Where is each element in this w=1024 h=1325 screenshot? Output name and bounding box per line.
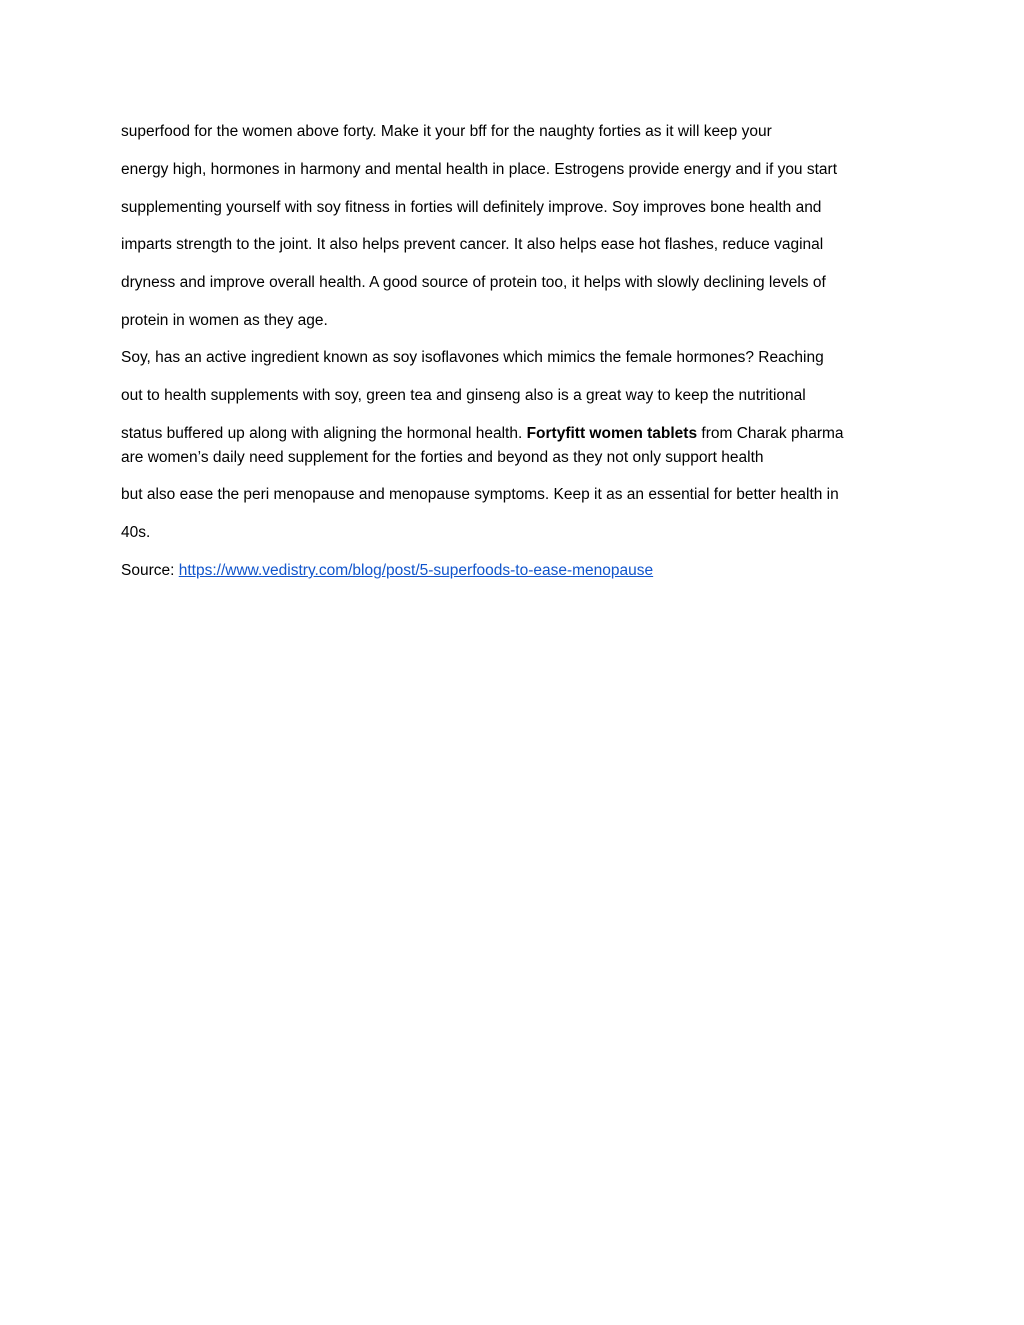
body-text-line-6: protein in women as they age. <box>121 312 328 329</box>
body-text-line-8: out to health supplements with soy, green tea and ginseng also is a great way to keep the nutritional <box>121 387 806 404</box>
body-text-line-9 <box>121 424 844 444</box>
body-text-segment: from Charak pharma <box>697 425 844 442</box>
body-text-line-5: dryness and improve overall health. A good source of protein too, it helps with slowly declining levels of <box>121 274 826 291</box>
body-text-line-4: imparts strength to the joint. It also helps prevent cancer. It also helps ease hot flashes, reduce vaginal <box>121 236 824 253</box>
body-text-line-12: 40s. <box>121 524 151 541</box>
body-text-line-7: Soy, has an active ingredient known as soy isoflavones which mimics the female hormones? Reaching <box>121 349 824 366</box>
source-label: Source: <box>121 562 179 579</box>
source-link[interactable]: https://www.vedistry.com/blog/post/5-superfoods-to-ease-menopause <box>178 562 654 579</box>
body-text-line-3: supplementing yourself with soy fitness in forties will definitely improve. Soy improves bone health and <box>121 199 822 216</box>
product-name-bold: Fortyfitt women tablets <box>526 425 698 442</box>
body-text-line-2: energy high, hormones in harmony and mental health in place. Estrogens provide energy and if you start <box>121 161 838 178</box>
body-text-line-11: but also ease the peri menopause and menopause symptoms. Keep it as an essential for better health in <box>121 486 839 503</box>
body-text-line-1: superfood for the women above forty. Make it your bff for the naughty forties as it will keep your <box>121 123 772 140</box>
body-text-line-10: are women’s daily need supplement for the forties and beyond as they not only support health <box>121 449 764 466</box>
body-text-segment: status buffered up along with aligning the hormonal health. <box>121 425 527 442</box>
source-line <box>121 561 653 581</box>
